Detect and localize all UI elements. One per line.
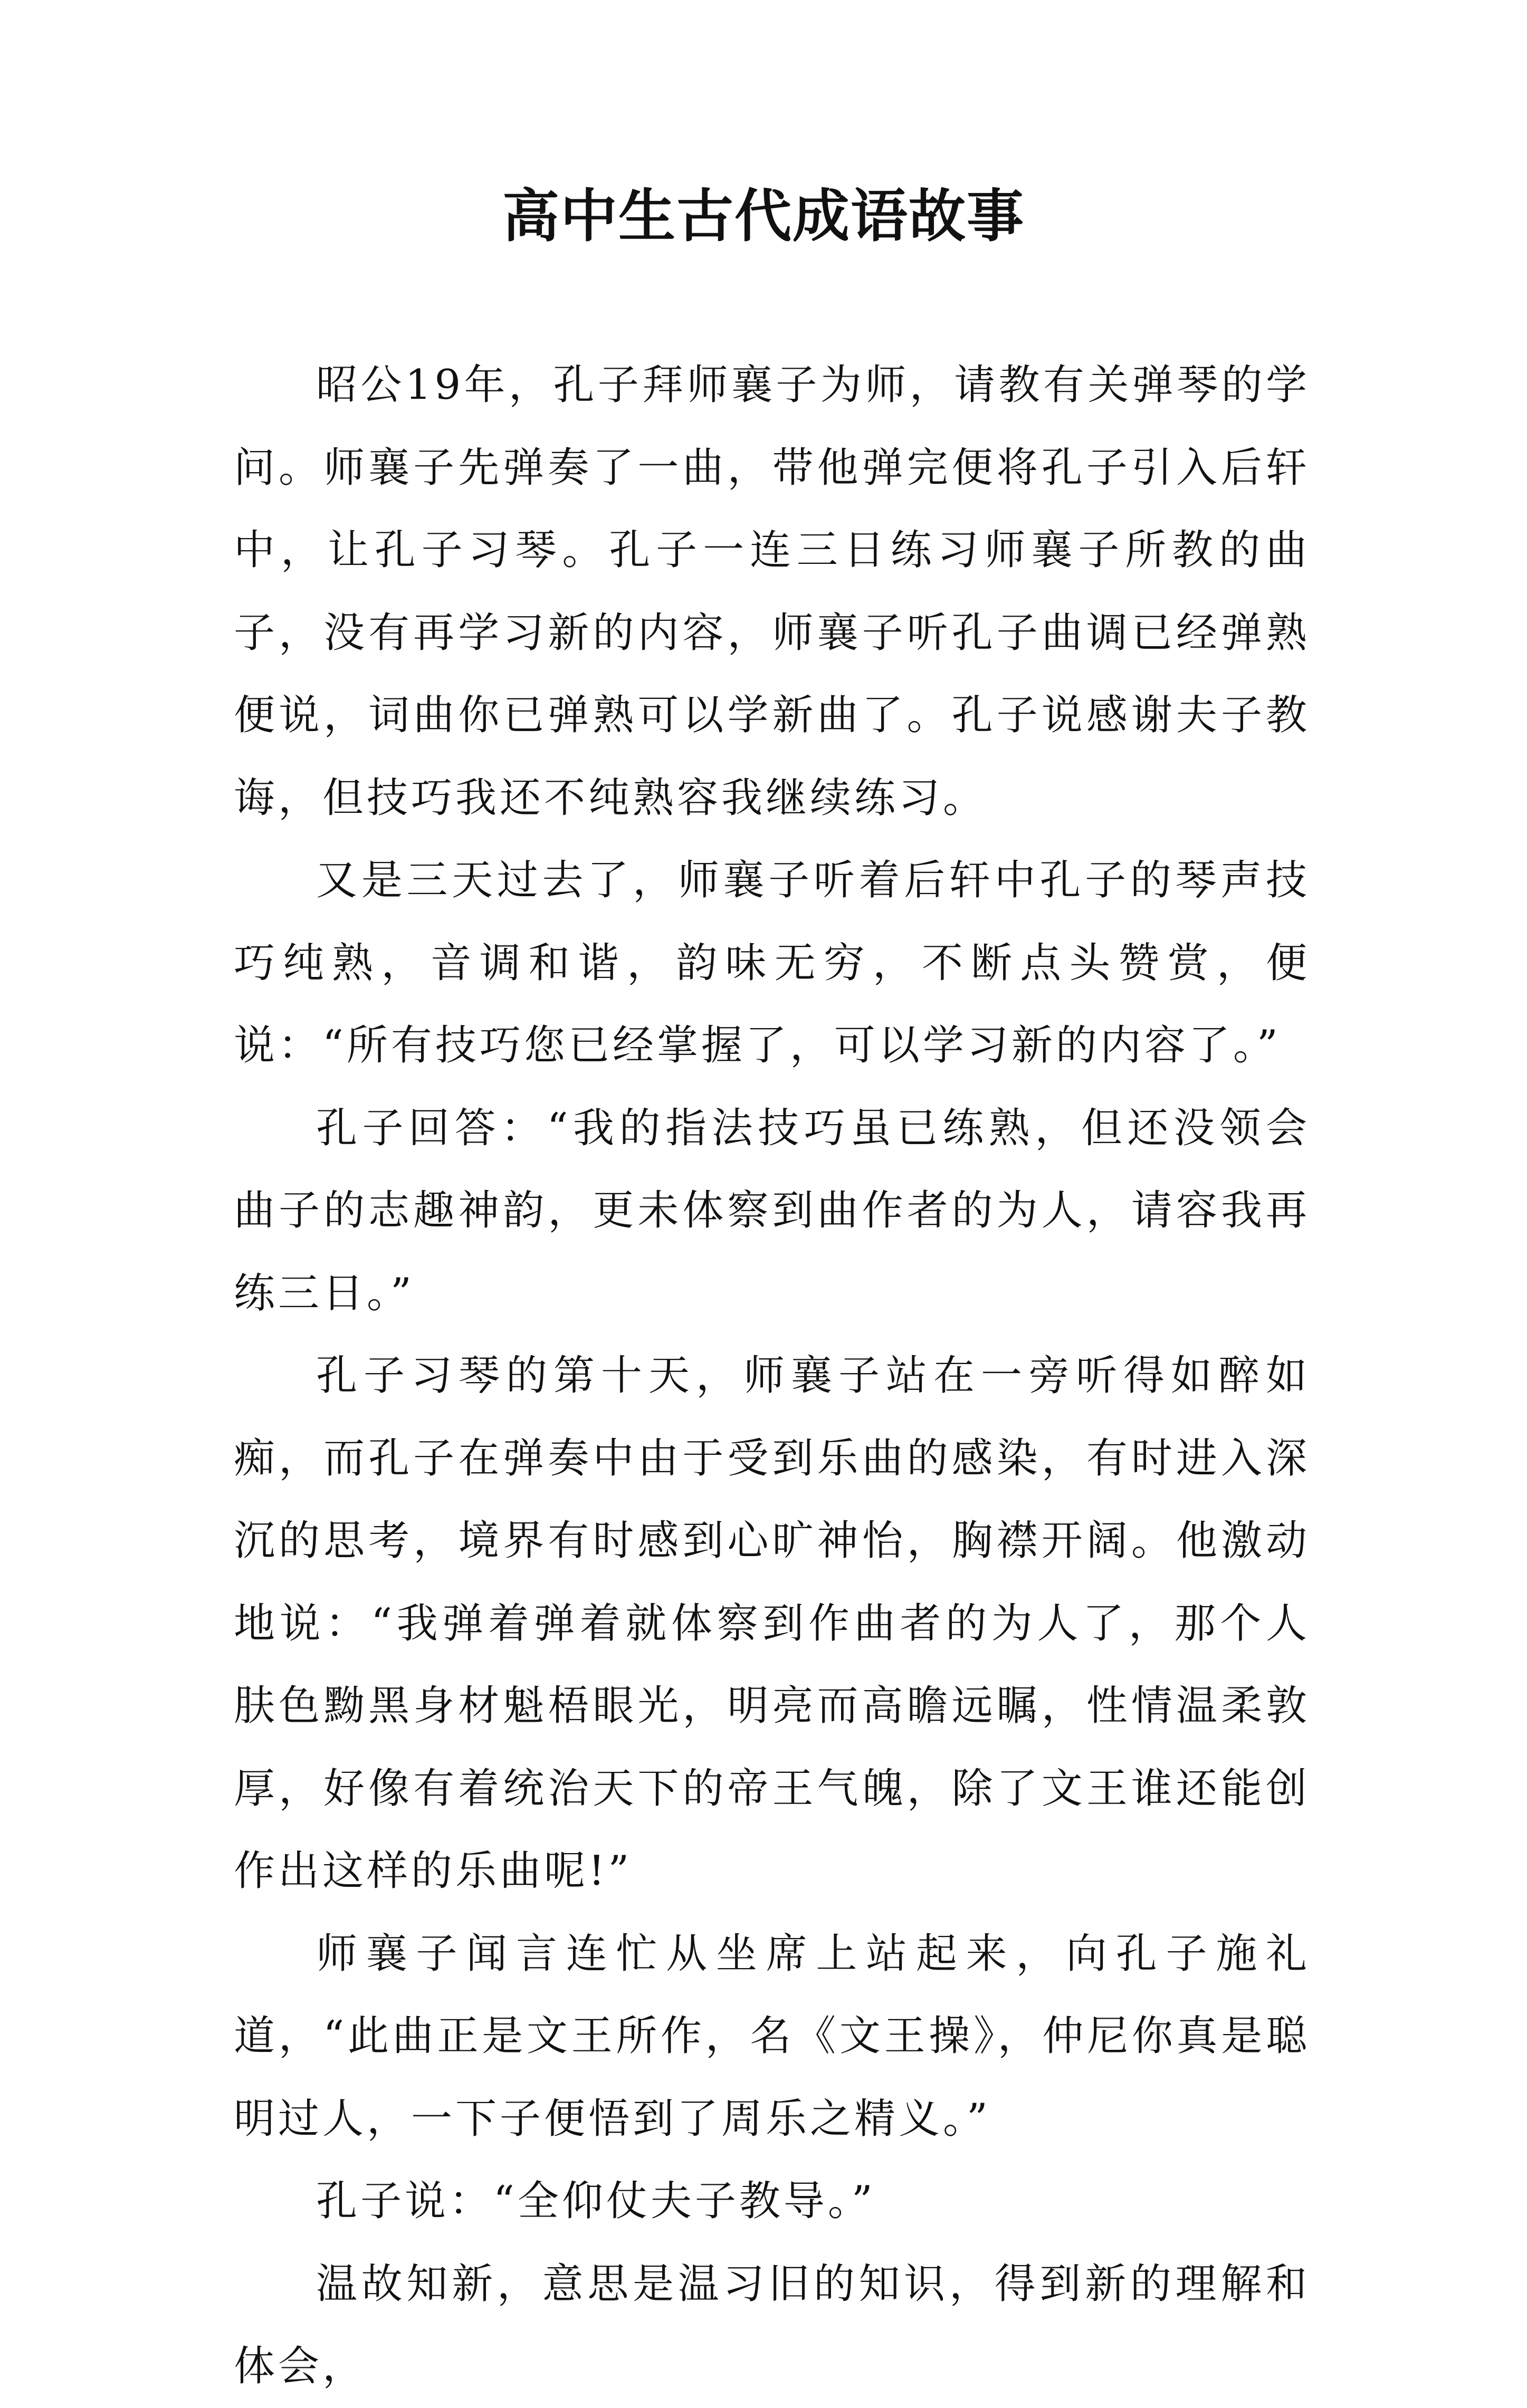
paragraph: 孔子说：“全仰仗夫子教导。”	[316, 2177, 876, 2225]
document-title: 高中生古代成语故事	[502, 183, 1025, 250]
paragraph: 孔子习琴的第十天，师襄子站在一旁听得如醉如痴，而孔子在弹奏中由于受到乐曲的感染，有时进入深沉的思考，境界有时感到心旷神怡，胸襟开阔。他激动地说：“我弹着弹着就体察到作曲者的为人了，那个人肤色黝黑身材魁梧眼光，明亮而高瞻远瞩，性情温柔敦厚，好像有着统治天下的帝王气魄，除了文王谁还能创作出这样的乐曲呢!”	[234, 1352, 1310, 1895]
paragraph: 温故知新，意思是温习旧的知识，得到新的理解和体会，	[234, 2260, 1310, 2390]
document-body	[234, 344, 1310, 2408]
paragraph: 孔子回答：“我的指法技巧虽已练熟，但还没领会曲子的志趣神韵，更未体察到曲作者的为人，请容我再练三日。”	[234, 1104, 1310, 1317]
paragraph: 又是三天过去了，师襄子听着后轩中孔子的琴声技巧纯熟，音调和谐，韵味无穷，不断点头赞赏，便说：“所有技巧您已经掌握了，可以学习新的内容了。”	[234, 857, 1310, 1069]
paragraph: 师襄子闻言连忙从坐席上站起来，向孔子施礼道，“此曲正是文王所作，名《文王操》，仲尼你真是聪明过人，一下子便悟到了周乐之精义。”	[234, 1930, 1310, 2143]
paragraph: 昭公19年，孔子拜师襄子为师，请教有关弹琴的学问。师襄子先弹奏了一曲，带他弹完便将孔子引入后轩中，让孔子习琴。孔子一连三日练习师襄子所教的曲子，没有再学习新的内容，师襄子听孔子曲调已经弹熟便说，词曲你已弹熟可以学新曲了。孔子说感谢夫子教诲，但技巧我还不纯熟容我继续练习。	[234, 361, 1310, 822]
